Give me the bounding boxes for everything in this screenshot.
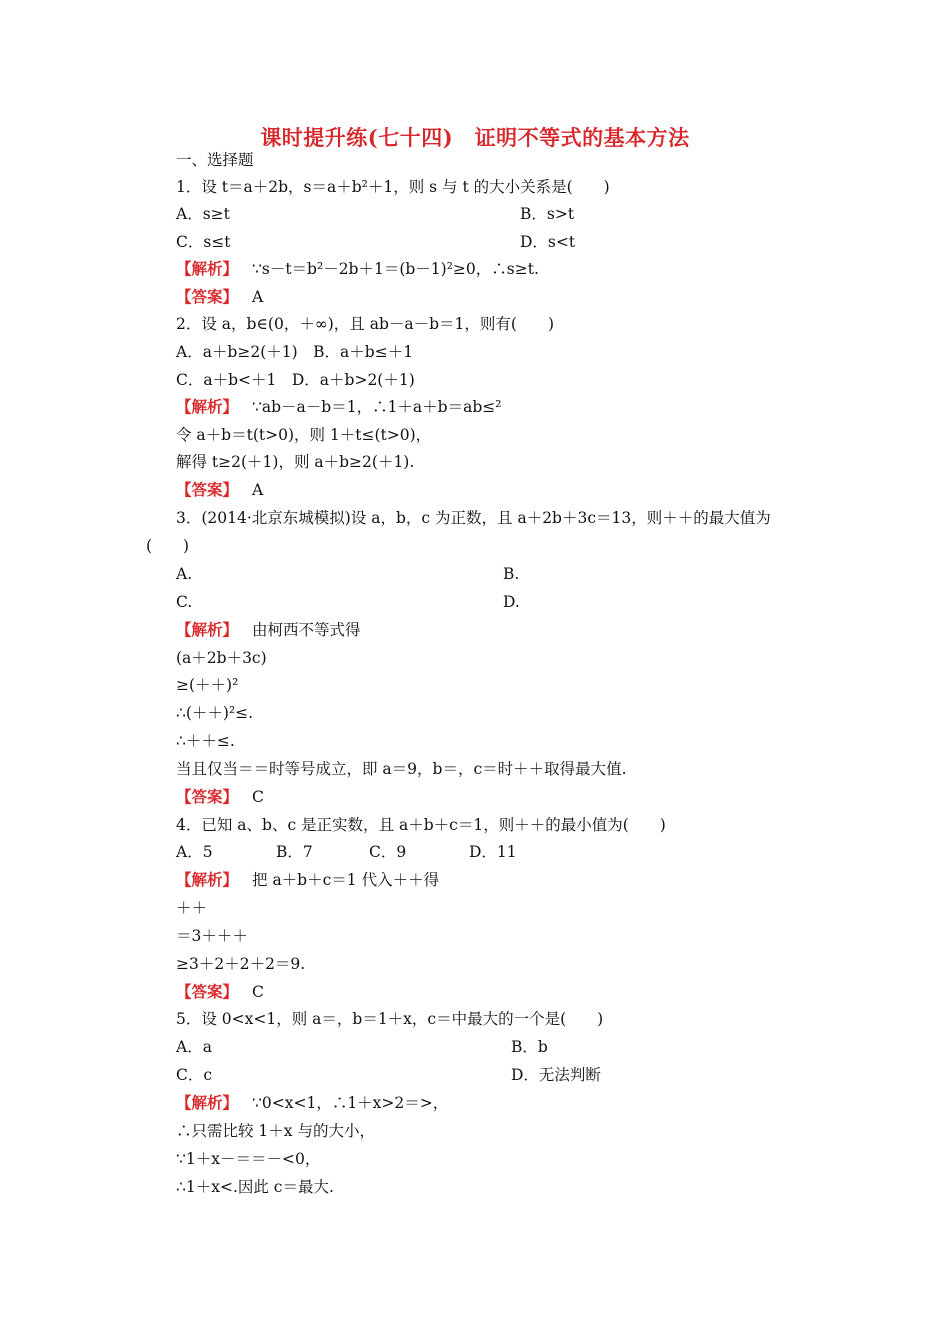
q5-option-d: D．无法判断 — [511, 1066, 601, 1084]
analysis-tag: 【解析】 — [176, 397, 239, 416]
q2-stem: 2．设 a，b∈(0，＋∞)，且 ab－a－b＝1，则有( ) — [176, 315, 555, 333]
q3-option-a: A. — [176, 565, 193, 583]
q1-analysis-text: ∵s－t＝b²－2b＋1＝(b－1)²≥0，∴s≥t. — [252, 260, 539, 278]
q2-analysis-text: ∵ab－a－b＝1，∴1＋a＋b＝ab≤² — [252, 398, 502, 416]
q3-line1: (a＋2b＋3c) — [176, 649, 267, 667]
q1-answer — [176, 287, 263, 307]
q3-option-b: B. — [503, 565, 520, 583]
q4-option-b: B．7 — [276, 843, 313, 861]
q4-analysis-text: 把 a＋b＋c＝1 代入＋＋得 — [252, 871, 440, 889]
answer-tag: 【答案】 — [176, 480, 239, 499]
analysis-tag: 【解析】 — [176, 1093, 239, 1112]
q4-option-a: A．5 — [176, 843, 213, 861]
q5-option-c: C．c — [176, 1066, 213, 1084]
q1-stem: 1．设 t＝a＋2b，s＝a＋b²＋1，则 s 与 t 的大小关系是( ) — [176, 178, 610, 196]
q5-option-a: A．a — [176, 1038, 212, 1056]
q5-line3: ∴1＋x<.因此 c＝最大. — [176, 1178, 334, 1196]
answer-tag: 【答案】 — [176, 287, 239, 306]
q5-option-b: B．b — [511, 1038, 548, 1056]
page-title: 课时提升练(七十四) 证明不等式的基本方法 — [260, 125, 690, 150]
q4-option-d: D．11 — [469, 843, 517, 861]
q1-option-a: A．s≥t — [176, 205, 230, 223]
q5-line2: ∵1＋x－＝＝－<0， — [176, 1150, 321, 1168]
section-heading: 一、选择题 — [176, 151, 254, 169]
q3-analysis — [176, 620, 361, 640]
answer-tag: 【答案】 — [176, 787, 239, 806]
answer-tag: 【答案】 — [176, 982, 239, 1001]
q3-line3: ∴(＋＋)²≤. — [176, 704, 254, 722]
q1-answer-text: A — [252, 288, 264, 306]
q4-answer — [176, 982, 264, 1002]
q1-analysis — [176, 259, 539, 279]
q5-analysis-text: ∵0<x<1，∴1＋x>2＝>， — [252, 1094, 449, 1112]
q2-options-ab: A．a＋b≥2(＋1) B．a＋b≤＋1 — [176, 343, 414, 361]
q2-options-cd: C．a＋b<＋1 D．a＋b>2(＋1) — [176, 371, 415, 389]
q3-line2: ≥(＋＋)² — [176, 676, 239, 694]
q3-answer — [176, 787, 264, 807]
q4-answer-text: C — [252, 983, 264, 1001]
q2-analysis-line3: 解得 t≥2(＋1)，则 a＋b≥2(＋1). — [176, 453, 415, 471]
q3-stem: 3．(2014·北京东城模拟)设 a，b，c 为正数，且 a＋2b＋3c＝13，则＋＋的最大值为 — [176, 509, 771, 527]
q2-analysis-line2: 令 a＋b＝t(t>0)，则 1＋t≤(t>0)， — [176, 426, 432, 444]
q3-line5: 当且仅当＝＝时等号成立，即 a＝9，b＝，c＝时＋＋取得最大值. — [176, 760, 627, 778]
analysis-tag: 【解析】 — [176, 870, 239, 889]
q4-stem: 4．已知 a、b、c 是正实数，且 a＋b＋c＝1，则＋＋的最小值为( ) — [176, 816, 666, 834]
q1-option-d: D．s<t — [520, 233, 576, 251]
q4-line3: ≥3＋2＋2＋2＝9. — [176, 955, 306, 973]
q5-line1: ∴只需比较 1＋x 与的大小， — [176, 1122, 375, 1140]
q4-option-c: C．9 — [369, 843, 407, 861]
q3-option-c: C. — [176, 593, 193, 611]
q5-stem: 5．设 0<x<1，则 a＝，b＝1＋x，c＝中最大的一个是( ) — [176, 1010, 604, 1028]
q2-answer — [176, 480, 263, 500]
q1-option-b: B．s>t — [520, 205, 575, 223]
q4-analysis — [176, 870, 439, 890]
analysis-tag: 【解析】 — [176, 620, 239, 639]
q3-line4: ∴＋＋≤. — [176, 732, 235, 750]
q1-option-c: C．s≤t — [176, 233, 231, 251]
q5-analysis — [176, 1093, 448, 1113]
q4-line1: ＋＋ — [176, 899, 208, 917]
q3-stem-cont: ( ) — [146, 537, 190, 555]
analysis-tag: 【解析】 — [176, 259, 239, 278]
q3-answer-text: C — [252, 788, 264, 806]
q3-option-d: D. — [503, 593, 520, 611]
q4-line2: ＝3＋＋＋ — [176, 927, 248, 945]
q3-analysis-text: 由柯西不等式得 — [252, 621, 361, 639]
q2-answer-text: A — [252, 481, 264, 499]
q2-analysis — [176, 397, 501, 417]
